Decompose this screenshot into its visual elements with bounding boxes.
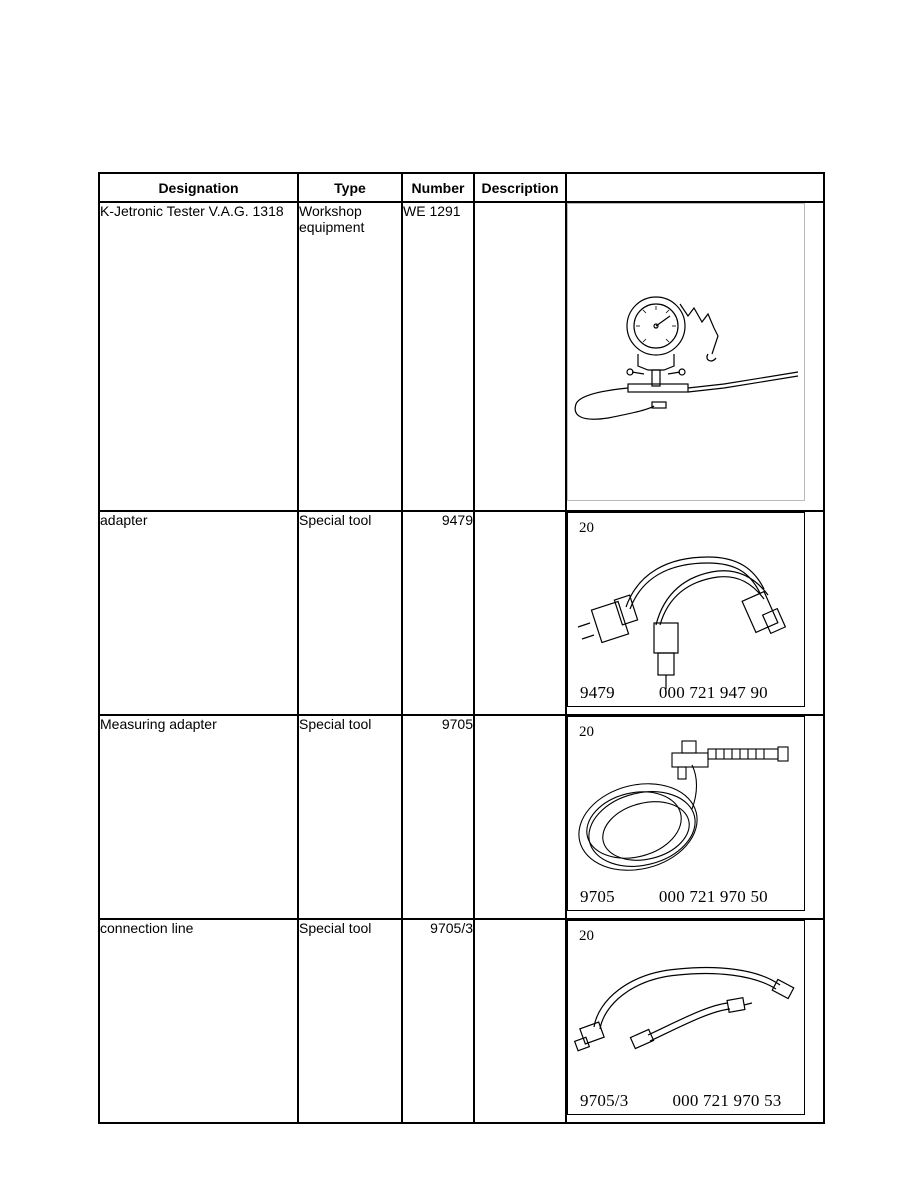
cell-image: [566, 919, 824, 1123]
cell-type: Special tool: [298, 919, 402, 1123]
col-header-designation: Designation: [99, 173, 298, 202]
part-number-caption: 000 721 970 50: [658, 887, 768, 906]
cell-designation: Measuring adapter: [99, 715, 298, 919]
tools-table: [98, 172, 825, 1124]
cell-number: 9705/3: [402, 919, 474, 1123]
cell-number: 9705: [402, 715, 474, 919]
cell-description: [474, 919, 566, 1123]
figure-caption: [580, 1091, 782, 1111]
cell-designation: K-Jetronic Tester V.A.G. 1318: [99, 202, 298, 511]
cell-image: [566, 202, 824, 511]
tool-number-caption: 9479: [580, 683, 615, 702]
cell-description: [474, 511, 566, 715]
part-number-caption: 000 721 970 53: [672, 1091, 782, 1110]
table-row: [99, 919, 824, 1123]
cell-image: [566, 511, 824, 715]
table-row: [99, 715, 824, 919]
col-header-type: Type: [298, 173, 402, 202]
cell-type: Special tool: [298, 511, 402, 715]
cell-designation: adapter: [99, 511, 298, 715]
tool-illustration-frame: [567, 203, 805, 501]
tool-number-caption: 9705/3: [580, 1091, 629, 1110]
table-row: [99, 511, 824, 715]
figure-ref-number: 20: [579, 724, 594, 740]
figure-ref-number: 20: [579, 928, 594, 944]
cell-image: [566, 715, 824, 919]
tool-illustration-frame: [567, 512, 805, 707]
col-header-image: [566, 173, 824, 202]
part-number-caption: 000 721 947 90: [658, 683, 768, 702]
cell-description: [474, 715, 566, 919]
col-header-description: Description: [474, 173, 566, 202]
col-header-number: Number: [402, 173, 474, 202]
table-row: [99, 202, 824, 511]
cell-number: 9479: [402, 511, 474, 715]
figure-caption: [580, 887, 768, 907]
pressure-gauge-tester-icon: [568, 204, 804, 500]
plug-adapter-icon: [568, 513, 804, 706]
tool-illustration-frame: [567, 920, 805, 1115]
connection-hose-icon: [568, 921, 804, 1114]
coiled-hose-adapter-icon: [568, 717, 804, 910]
figure-caption: [580, 683, 768, 703]
cell-number: WE 1291: [402, 202, 474, 511]
tool-number-caption: 9705: [580, 887, 615, 906]
cell-type: Workshop equipment: [298, 202, 402, 511]
figure-ref-number: 20: [579, 520, 594, 536]
cell-description: [474, 202, 566, 511]
table-header-row: [99, 173, 824, 202]
cell-designation: connection line: [99, 919, 298, 1123]
tool-illustration-frame: [567, 716, 805, 911]
cell-type: Special tool: [298, 715, 402, 919]
